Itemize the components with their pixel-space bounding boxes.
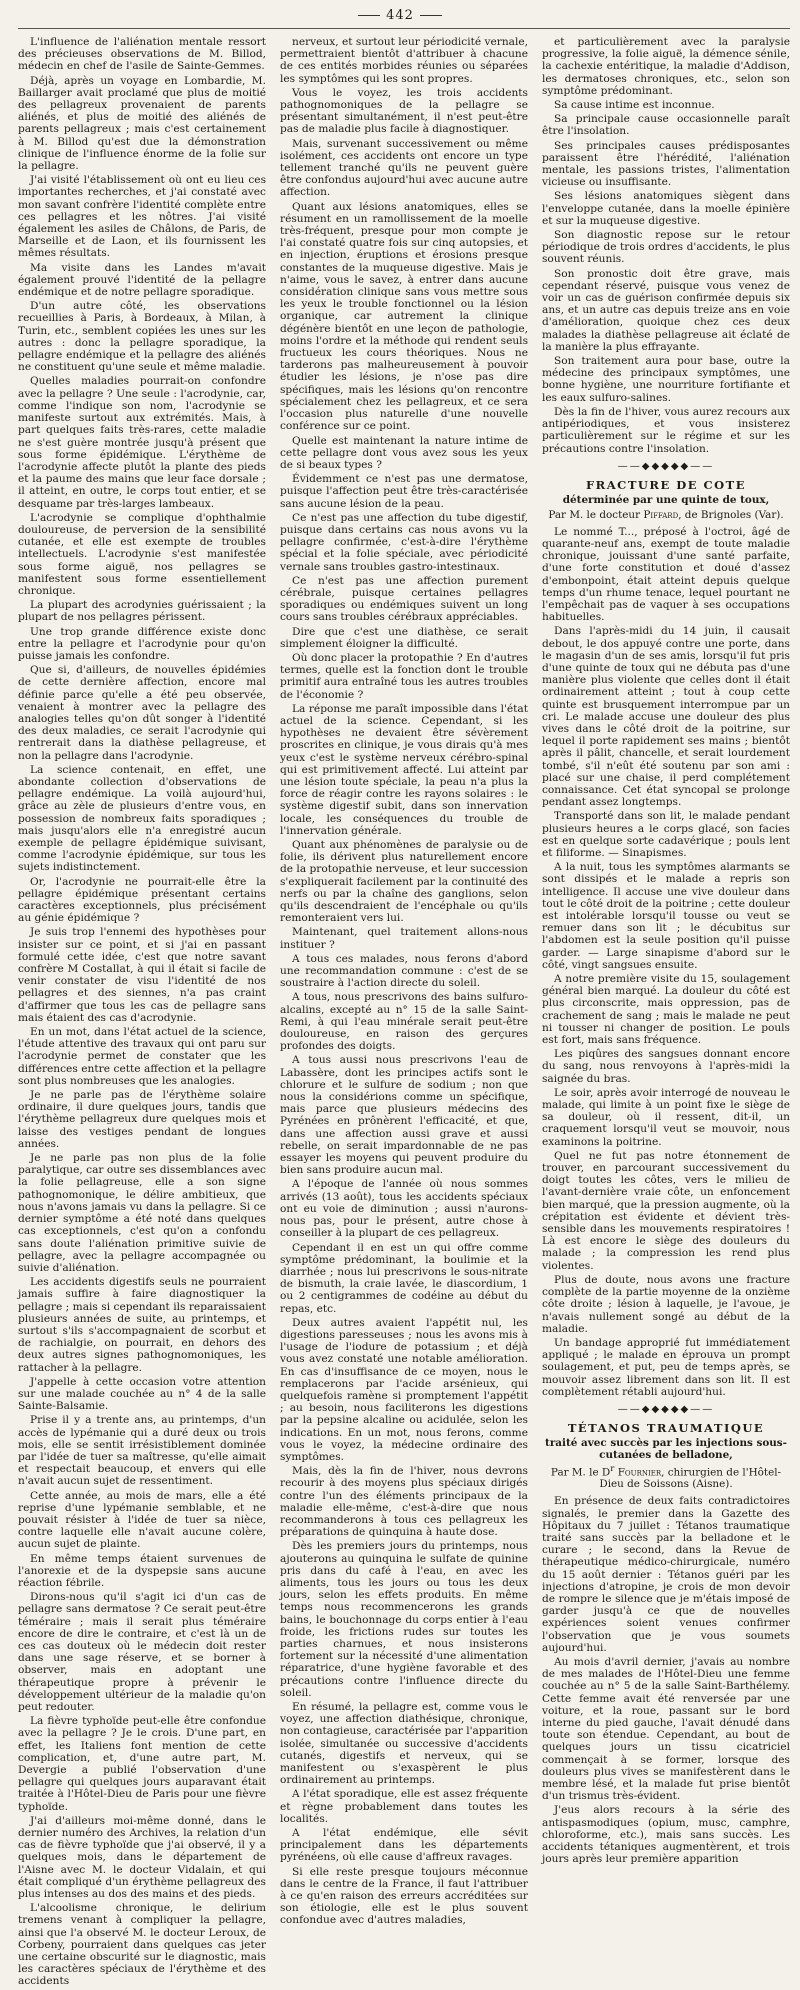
paragraph: Je ne parle pas non plus de la folie paralytique, car outre ses dissemblances avec la folie pellagreuse, elle a son signe pathognomonique, le délire ambitieux, que nous n'avons jamais vu dans la pellagre. Si ce dernier symptôme a été noté dans quelques cas exceptionnels, c'est qu'on a confondu sans doute l'aliénation primitive suivie de pellagre, avec la pellagre accompagnée ou suivie d'aliénation.	[18, 1152, 266, 1274]
author-name: Piffard	[643, 508, 679, 521]
author-prefix: Par M. le D	[550, 1466, 611, 1479]
paragraph: A l'époque de l'année où nous sommes arrivés (13 août), tous les accidents spéciaux ont eu voie de diminution ; aussi n'aurons-nous pas, pour le présent, autre chose à conseiller à la plupart de ces pellagreux.	[280, 1178, 528, 1240]
paragraph: Déjà, après un voyage en Lombardie, M. Baillarger avait proclamé que plus de moitié des pellagreux provenaient de parents aliénés, et plus de moitié des aliénés de parents pellagreux ; mais c'est certainement à M. Billod qu'est due la démonstration clinique de l'influence énorme de la folie sur la pellagre.	[18, 74, 266, 173]
paragraph: Je ne parle pas de l'érythème solaire ordinaire, il dure quelques jours, tandis que l'érythème pellagreux dure quelques mois et laisse des vestiges pendant de longues années.	[18, 1089, 266, 1150]
paragraph: Ses lésions anatomiques siègent dans l'enveloppe cutanée, dans la moelle épinière et sur la muqueuse digestive.	[542, 190, 790, 227]
paragraph: Une trop grande différence existe donc entre la pellagre et l'acrodynie pour qu'on puisse jamais les confondre.	[18, 625, 266, 662]
paragraph: Prise il y a trente ans, au printemps, d'un accès de lypémanie qui a duré deux ou trois mois, elle se sentit irrésistiblement dominée par l'idée de tuer sa maîtresse, qu'elle aimait et respectait beaucoup, et envers qui elle n'avait aucun sujet de ressentiment.	[18, 1414, 266, 1488]
article-tetanus	[542, 1404, 790, 1866]
paragraph: J'eus alors recours à la série des antispasmodiques (opium, musc, camphre, chloroforme, etc.), mais sans succès. Les accidents tétaniques augmentèrent, et trois jours après leur première apparition	[542, 1804, 790, 1866]
paragraph: Si elle reste presque toujours méconnue dans le centre de la France, il faut l'attribuer à ce qu'en raison des erreurs accréditées sur son étiologie, elle est le plus souvent confondue avec d'autres maladies,	[280, 1865, 528, 1927]
paragraph: En un mot, dans l'état actuel de la science, l'étude attentive des travaux qui ont paru sur l'acrodynie permet de constater que les différences entre cette affection et la pellagre sont plus nombreuses que les analogies.	[18, 1026, 266, 1087]
paragraph: J'ai d'ailleurs moi-même donné, dans le dernier numéro des Archives, la relation d'un cas de fièvre typhoïde que j'ai observé, il y a quelques mois, dans le département de l'Aisne avec M. le docteur Vidalain, et qui était compliqué d'un érythème pellagreux des plus intenses au dos des mains et des pieds.	[18, 1814, 266, 1901]
paragraph: Que si, d'ailleurs, de nouvelles épidémies de cette dernière affection, encore mal définie parce qu'elle a été peu observée, venaient à montrer avec la pellagre des analogies telles qu'on dût songer à l'identité des deux maladies, ce serait l'acrodynie qui rentrerait dans la diathèse pellagreuse, et non la pellagre dans l'acrodynie.	[18, 664, 266, 762]
page-number: 442	[0, 8, 800, 23]
column-right	[542, 36, 790, 1990]
article-title: FRACTURE DE COTE	[586, 477, 746, 492]
author-suffix: , de Brignoles (Var).	[678, 508, 784, 521]
paragraph: Ce n'est pas une affection du tube digestif, puisque dans certains cas nous avons vu la pellagre confirmée, c'est-à-dire l'érythème spécial et la folie spéciale, avec périodicité vernale sans troubles gastro-intestinaux.	[280, 511, 528, 573]
article-body	[542, 526, 790, 1398]
article-subtitle: déterminée par une quinte de toux,	[562, 493, 770, 506]
paragraph: L'acrodynie se complique d'ophthalmie douloureuse, de perversion de la sensibilité cutanée, et elle est exempte de troubles intellectuels. L'acrodynie s'est manifestée sous forme aiguë, nos pellagres se manifestent sous forme essentiellement chronique.	[18, 511, 266, 597]
column-left	[18, 36, 266, 1990]
paragraph: Cette année, au mois de mars, elle a été reprise d'une lypémanie semblable, et ne pouvait résister à l'idée de tuer sa nièce, contre laquelle elle n'avait aucune colère, aucun sujet de plainte.	[18, 1489, 266, 1551]
paragraph: J'appelle à cette occasion votre attention sur une malade couchée au n° 4 de la salle Sainte-Balsamie.	[18, 1375, 266, 1413]
author-suffix: , chirurgien de l'Hôtel-Dieu de Soissons (Aisne).	[599, 1466, 782, 1491]
paragraph: A l'état sporadique, elle est assez fréquente et règne probablement dans toutes les localités.	[280, 1788, 528, 1825]
article-title: TÉTANOS TRAUMATIQUE	[567, 1420, 765, 1435]
paragraph: Dire que c'est une diathèse, ce serait simplement éloigner la difficulté.	[280, 625, 528, 650]
paragraph: Quel ne fut pas notre étonnement de trouver, en parcourant successivement du doigt toutes les côtes, vers le milieu de l'avant-dernière vraie côte, un enfoncement bien marqué, que la pression augmente, où la crépitation est évidente et dévient très-sensible dans les mouvements respiratoires ! Là est encore le siège des douleurs du malade ; la compression les rend plus violentes.	[542, 1149, 790, 1272]
paragraph: A tous aussi nous prescrivons l'eau de Labassère, dont les principes actifs sont le chlorure et le sulfure de sodium ; non que nous la considérions comme un spécifique, mais parce que plusieurs médecins des Pyrénées en prônèrent l'efficacité, et que, dans une affection aussi grave et aussi rebelle, on serait impardonnable de ne pas essayer les moyens qui peuvent produire du bien sans produire aucun mal.	[280, 1054, 528, 1177]
paragraph: Un bandage approprié fut immédiatement appliqué ; le malade en éprouva un prompt soulagement, et put, peu de temps après, se mouvoir assez librement dans son lit. Il est complètement rétabli aujourd'hui.	[542, 1336, 790, 1398]
paragraph: Dès les premiers jours du printemps, nous ajouterons au quinquina le sulfate de quinine pris dans du café à l'eau, en avec les aliments, tous les jours ou tous les deux jours, selon les effets produits. En même temps nous recommencerons les grands bains, le bouchonnage du corps entier à l'eau froide, les frictions rudes sur toutes les parties charnues, et nous insisterons fortement sur la nécessité d'une alimentation réparatrice, d'une hygiène favorable et des précautions contre l'influence directe du soleil.	[280, 1540, 528, 1699]
paragraph: D'un autre côté, les observations recueillies à Paris, à Bordeaux, à Milan, à Turin, etc., semblent copiées les unes sur les autres : donc la pellagre sporadique, la pellagre endémique et la pellagre des aliénés ne constituent qu'une seule et même maladie.	[18, 300, 266, 374]
paragraph: En résumé, la pellagre est, comme vous le voyez, une affection diathésique, chronique, non contagieuse, caractérisée par l'apparition isolée, simultanée ou successive d'accidents cutanés, digestifs et nerveux, qui se manifestent ou s'exaspèrent le plus ordinairement au printemps.	[280, 1701, 529, 1787]
paragraph: Quant aux lésions anatomiques, elles se résument en un ramollissement de la moelle très-fréquent, presque pour mon compte je l'ai constaté quatre fois sur cinq autopsies, et en injection, éruptions et érosions presque constantes de la muqueuse digestive. Mais je n'aime, vous le savez, à entrer dans aucune considération clinique sans vous mettre sous les yeux le trouble fonctionnel ou la lésion organique, car autrement la clinique dégénère bientôt en une leçon de pathologie, moins l'ordre et la méthode qui rendent seuls fructueux les cours théoriques. Nous ne tarderons pas malheureusement à pouvoir étudier les lésions, je n'ose pas dire spécifiques, mais les lésions qu'on rencontre spécialement chez les pellagreux, et ce sera l'occasion plus naturelle d'une nouvelle conférence sur ce point.	[280, 200, 528, 433]
paragraph: Mais, survenant successivement ou même isolément, ces accidents ont encore un type tellement tranché qu'ils ne peuvent guère être confondus aujourd'hui avec aucune autre affection.	[280, 137, 528, 199]
article-separator-ornament: ——◆◆◆◆◆——	[617, 460, 715, 472]
article-subtitle: traité avec succès par les injections sous-cutanées de belladone,	[545, 1436, 787, 1461]
paragraph: Cependant il en est un qui offre comme symptôme prédominant, la boulimie et la diarrhée ; nous lui prescrivons le sous-nitrate de bismuth, la craie lavée, le diascordium, 1 ou 2 centigrammes de codéine au début du repas, etc.	[280, 1241, 528, 1315]
paragraph: Au mois d'avril dernier, j'avais au nombre de mes malades de l'Hôtel-Dieu une femme couchée au n° 5 de la salle Saint-Barthélemy. Cette femme avait été renversée par une voiture, et la roue, passant sur le bord interne du pied gauche, l'avait dénudé dans toute son étendue. Cependant, au bout de quelques jours un tissu cicatriciel commençait à se former, lorsque des douleurs plus vives se manifestèrent dans le membre lésé, et la malade fut prise bientôt d'un trismus très-évident.	[542, 1656, 790, 1803]
article-author: Par M. le $D^r$ Fournier, chirurgien de l'Hôtel-Dieu de Soissons (Aisne).	[550, 1463, 782, 1491]
text-columns	[18, 36, 790, 1988]
paragraph: Transporté dans son lit, le malade pendant plusieurs heures a le corps glacé, son facies est en quelque sorte cadavérique ; pouls lent et filiforme. — Sinapismes.	[542, 810, 790, 859]
author-name: Fournier	[617, 1466, 662, 1479]
article-author	[542, 509, 790, 521]
paragraph: Quelles maladies pourrait-on confondre avec la pellagre ? Une seule : l'acrodynie, car, comme l'indique son nom, l'acrodynie se manifeste surtout aux extrémités. Mais, à part quelques faits très-rares, cette maladie ne s'est guère montrée jusqu'à présent que sous forme épidémique. L'érythème de l'acrodynie affecte plutôt la plante des pieds et la paume des mains que leur face dorsale ; il atteint, en outre, le corps tout entier, et se desquame par très-larges lambeaux.	[18, 375, 266, 510]
paragraph: nerveux, et surtout leur périodicité vernale, permettraient bientôt d'attribuer à chacune de ces entités morbides réunies ou séparées les symptômes qui les sont propres.	[280, 36, 528, 85]
paragraph: Ses principales causes prédisposantes paraissent être l'hérédité, l'aliénation mentale, les passions tristes, l'alimentation vicieuse ou insuffisante.	[542, 139, 790, 189]
article-body	[542, 1495, 790, 1865]
paragraph: Sa principale cause occasionnelle paraît être l'insolation.	[542, 113, 790, 138]
paragraph: Ma visite dans les Landes m'avait également prouvé l'identité de la pellagre endémique et de notre pellagre sporadique.	[18, 261, 266, 299]
paragraph: Où donc placer la protopathie ? En d'autres termes, quelle est la fonction dont le trouble primitif aura entraîné tous les autres troubles de l'économie ?	[280, 651, 528, 701]
paragraph: Plus de doute, nous avons une fracture complète de la partie moyenne de la onzième côte droite ; lésion à laquelle, je l'avoue, je n'avais nullement songé au début de la maladie.	[542, 1273, 790, 1335]
paragraph: Quant aux phénomènes de paralysie ou de folie, ils dérivent plus naturellement encore de la protopathie nerveuse, et leur succession s'expliquerait facilement par la continuité des nerfs ou par la chaîne des ganglions, selon qu'ils descendraient de l'encéphale ou qu'ils remonteraient vers lui.	[280, 839, 528, 925]
paragraph: L'influence de l'aliénation mentale ressort des précieuses observations de M. Billod, médecin en chef de l'asile de Sainte-Gemmes.	[18, 36, 266, 73]
paragraph: Les piqûres des sangsues donnant encore du sang, nous renvoyons à l'après-midi la saignée du bras.	[542, 1048, 790, 1085]
paragraph: La réponse me paraît impossible dans l'état actuel de la science. Cependant, si les hypothèses ne devaient être sévèrement proscrites en clinique, je vous dirais qu'à mes yeux c'est le système nerveux cérébro-spinal qui est primitivement affecté. Lui atteint par une lésion toute spéciale, la peau n'a plus la force de réagir contre les rayons solaires : le système digestif subit, dans son innervation locale, les conséquences du trouble de l'innervation générale.	[280, 702, 528, 837]
paragraph: Les accidents digestifs seuls ne pourraient jamais suffire à faire diagnostiquer la pellagre ; mais si cependant ils reparaissaient plusieurs années de suite, au printemps, et surtout s'ils s'accompagnaient de scorbut et de rachialgie, on pourrait, en dehors des deux autres signes pathognomoniques, les rattacher à la pellagre.	[18, 1276, 266, 1374]
column-middle	[280, 36, 528, 1990]
paragraph: En même temps étaient survenues de l'anorexie et de la dyspepsie sans aucune réaction fébrile.	[18, 1552, 266, 1589]
article-separator-ornament: ——◆◆◆◆◆——	[617, 1403, 715, 1415]
paragraph: Dans l'après-midi du 14 juin, il causait debout, le dos appuyé contre une porte, dans le magasin d'un de ses amis, lorsqu'il fut pris d'une quinte de toux qui ne débuta pas d'une manière plus violente que celles dont il était ordinairement atteint ; tout à coup cette quinte est brusquement interrompue par un cri. Le malade accuse une douleur des plus vives dans le côté droit de la poitrine, sur lequel il porte rapidement ses mains ; bientôt après il pâlit, chancelle, et serait lourdement tombé, s'il n'eût été soutenu par son ami : placé sur une chaise, il perd complétement connaissance. Cet état syncopal se prolonge pendant assez longtemps.	[542, 625, 790, 809]
paragraph: Or, l'acrodynie ne pourrait-elle être la pellagre épidémique présentant certains caractères exceptionnels, plus précisément au génie épidémique ?	[18, 875, 266, 925]
paragraph: Ce n'est pas une affection purement cérébrale, puisque certaines pellagres sporadiques ou endémiques suivent un long cours sans troubles cérébraux appréciables.	[280, 574, 528, 624]
paragraph: Dirons-nous qu'il s'agit ici d'un cas de pellagre sans dermatose ? Ce serait peut-être téméraire ; mais il serait plus téméraire encore de dire le contraire, et c'est là un de ces cas douteux où le médecin doit rester dans une sage réserve, et se borner à observer, mais en adoptant une thérapeutique propre à prévenir le développement ultérieur de la maladie qu'on peut redouter.	[18, 1591, 266, 1714]
paragraph: Mais, dès la fin de l'hiver, nous devrons recourir à des moyens plus spéciaux dirigés contre l'un des éléments principaux de la maladie elle-même, c'est-à-dire que nous recommanderons à tous ces pellagreux les préparations de quinquina à haute dose.	[280, 1465, 528, 1539]
paragraph: A l'état endémique, elle sévit principalement dans les départements pyrénéens, où elle cause d'affreux ravages.	[280, 1827, 528, 1864]
header-rule	[18, 28, 790, 29]
paragraph: La science contenait, en effet, une abondante collection d'observations de pellagre endémique. La voilà aujourd'hui, grâce au zèle de plusieurs d'entre vous, en possession de nombreux faits sporadiques ; mais jusqu'alors elle n'a enregistré aucun exemple de pellagre épidémique suivisant, comme l'acrodynie épidémique, sur tous les sujets indistinctement.	[18, 763, 266, 874]
author-prefix: Par M. le docteur	[548, 508, 641, 521]
paragraph: Son diagnostic repose sur le retour périodique de trois ordres d'accidents, le plus souvent réunis.	[542, 229, 790, 266]
paragraph: La fièvre typhoïde peut-elle être confondue avec la pellagre ? Je le crois. D'une part, en effet, les Italiens font mention de cette complication, et, d'une autre part, M. Devergie a publié l'observation d'une pellagre qui quelques jours auparavant était traitée à l'Hôtel-Dieu de Paris pour une fièvre typhoïde.	[18, 1715, 266, 1813]
paragraph: Son pronostic doit être grave, mais cependant réservé, puisque vous venez de voir un cas de guérison confirmée depuis six ans, et un autre cas depuis treize ans en voie d'amélioration, quoique chez ces deux malades la diathèse pellagreuse ait éclaté de la manière la plus effrayante.	[542, 267, 790, 353]
paragraph: A la nuit, tous les symptômes alarmants se sont dissipés et le malade a repris son intelligence. Il accuse une vive douleur dans tout le côté droit de la poitrine ; cette douleur est intolérable lorsqu'il tousse ou veut se remuer dans son lit ; le décubitus sur l'abdomen est la seule position qu'il puisse garder. — Large sinapisme d'abord sur le côté, vingt sangsues ensuite.	[542, 861, 790, 971]
paragraph: J'ai visité l'établissement où ont eu lieu ces importantes recherches, et j'ai constaté avec mon savant confrère l'identité complète entre ces pellagres et les nôtres. J'ai visité également les asiles de Châlons, de Paris, de Marseille et de Laon, et ils fournissent les mêmes résultats.	[18, 174, 266, 260]
paragraph: Je suis trop l'ennemi des hypothèses pour insister sur ce point, et si j'ai en passant formulé cette idée, c'est que notre savant confrère M Costallat, à qui il était si facile de venir constater de visu l'identité de nos pellagres et des siennes, n'a pas craint d'affirmer que tous les cas de pellagre sans mais étaient des cas d'acrodynie.	[18, 926, 266, 1024]
paragraph: Maintenant, quel traitement allons-nous instituer ?	[280, 926, 528, 951]
paragraph: A tous, nous prescrivons des bains sulfuro-alcalins, excepté au n° 15 de la salle Saint-Remi, à qui l'eau minérale serait peut-être douloureuse, en raison des gerçures profondes des doigts.	[280, 991, 528, 1053]
paragraph: Évidemment ce n'est pas une dermatose, puisque l'affection peut être très-caractérisée sans aucune lésion de la peau.	[280, 473, 528, 510]
paragraph: Son traitement aura pour base, outre la médecine des principaux symptômes, une bonne hygiène, une nourriture fortifiante et les eaux sulfuro-salines.	[542, 355, 790, 404]
paragraph: En présence de deux faits contradictoires signalés, le premier dans la Gazette des Hôpitaux du 7 juillet : Tétanos traumatique traité sans succès par la belladone et le curare ; le second, dans la Revue de thérapeutique médico-chirurgicale, numéro du 15 août dernier : Tétanos guéri par les injections d'atropine, je crois de mon devoir de rompre le silence que je m'étais imposé de garder jusqu'à ce que de nouvelles expériences soient venues confirmer l'observation que je vous soumets aujourd'hui.	[542, 1495, 790, 1654]
article-rib-fracture	[542, 461, 790, 1398]
paragraph: L'alcoolisme chronique, le delirium tremens venant à compliquer la pellagre, ainsi que l'a observé M. le docteur Leroux, de Corbeny, pourraient dans quelques cas jeter une certaine obscurité sur le diagnostic, mais les caractères spéciaux de l'érythème et des accidents	[18, 1902, 266, 1988]
paragraph: et particulièrement avec la paralysie progressive, la folie aiguë, la démence sénile, la cachexie entéritique, la maladie d'Addison, les dermatoses chroniques, etc., selon son symptôme prédominant.	[542, 36, 790, 97]
paragraph: Quelle est maintenant la nature intime de cette pellagre dont vous avez sous les yeux de si beaux types ?	[280, 434, 528, 471]
paragraph: A notre première visite du 15, soulagement général bien marqué. La douleur du côté est plus circonscrite, mais oppression, pas de crachement de sang ; mais le malade ne peut ni tousser ni changer de position. Le pouls est fort, mais sans fréquence.	[542, 973, 790, 1047]
paragraph: La plupart des acrodynies guérissaient ; la plupart de nos pellagres périssent.	[18, 599, 266, 624]
paragraph: Dès la fin de l'hiver, vous aurez recours aux antipériodiques, et vous insisterez particulièrement sur le régime et sur les précautions contre l'insolation.	[542, 405, 790, 455]
paragraph: Deux autres avaient l'appétit nul, les digestions paresseuses ; nous les avons mis à l'usage de l'iodure de potassium ; et déjà vous avez constaté une notable amélioration. En cas d'insuffisance de ce moyen, nous le remplacerons par l'acide arsénieux, qui quelquefois ramène si promptement l'appétit ; au besoin, nous faciliterons les digestions par la pepsine alcaline ou acidulée, selon les indications. En un mot, nous ferons, comme vous le voyez, la médecine ordinaire des symptômes.	[280, 1316, 528, 1463]
pellagra-conclusion	[542, 36, 790, 455]
paragraph: Le nommé T..., préposé à l'octroi, âgé de quarante-neuf ans, exempt de toute maladie chronique, jouissant d'une santé parfaite, d'une forte constitution et doué d'assez d'embonpoint, était atteint depuis quelque temps d'un rhume tenace, lequel pourtant ne l'empêchait pas de vaquer à ses occupations habituelles.	[542, 525, 790, 624]
paragraph: Le soir, après avoir interrogé de nouveau le malade, qui limite à un point fixe le siège de sa douleur, où il ressent, dit-il, un craquement lorsqu'il veut se mouvoir, nous examinons la poitrine.	[542, 1086, 790, 1148]
paragraph: Sa cause intime est inconnue.	[554, 99, 715, 112]
paragraph: A tous ces malades, nous ferons d'abord une recommandation commune : c'est de se soustraire à l'action directe du soleil.	[280, 952, 528, 990]
paragraph: Vous le voyez, les trois accidents pathognomoniques de la pellagre se présentant simultanément, il n'est peut-être pas de maladie plus facile à diagnostiquer.	[280, 86, 528, 136]
